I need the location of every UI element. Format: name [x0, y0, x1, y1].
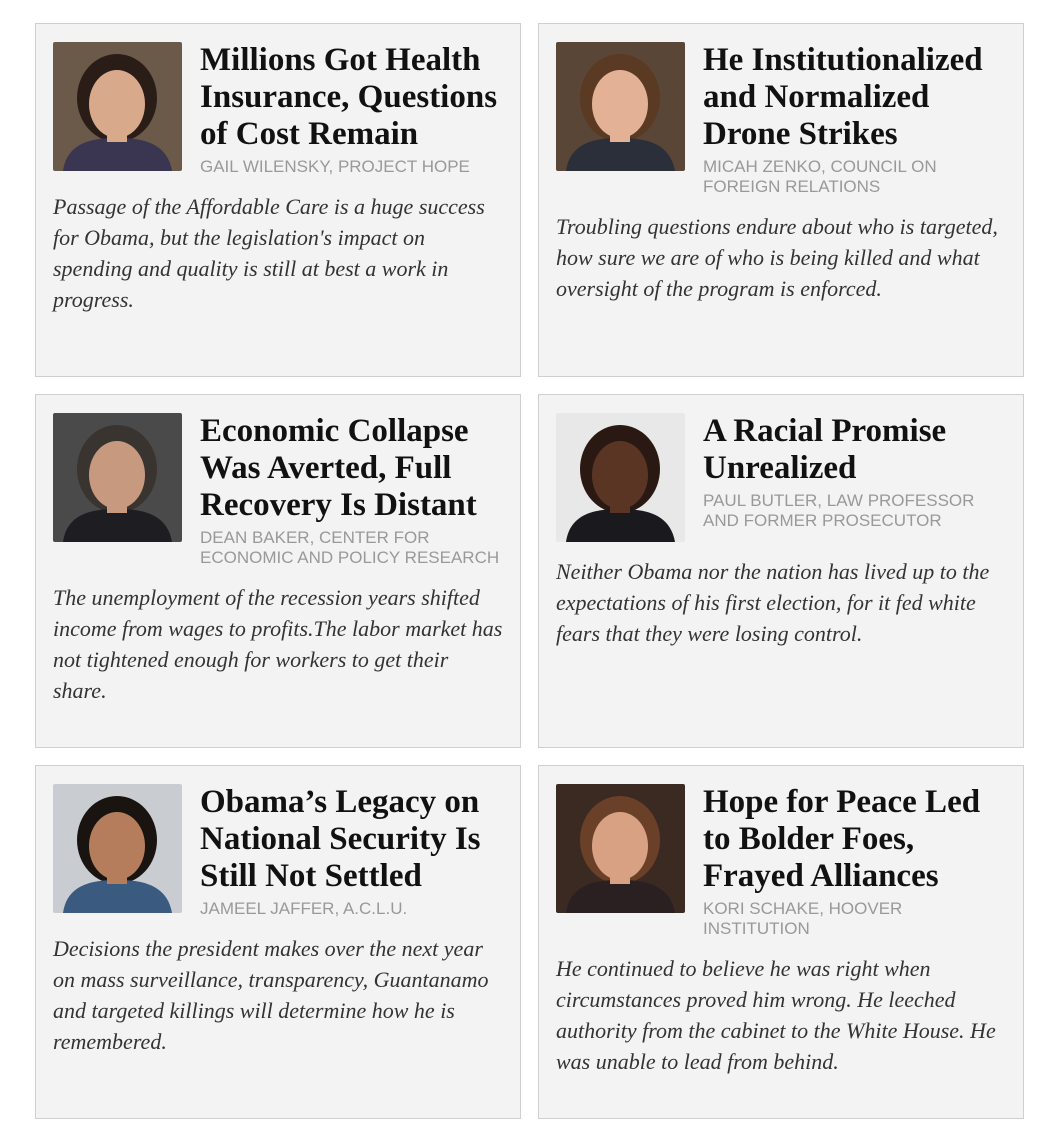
author-portrait-icon [53, 784, 182, 913]
article-card [35, 765, 521, 1119]
article-summary: Decisions the president makes over the next year on mass surveillance, transparency, Guantanamo and targeted killings will determine how he is remembered. [53, 936, 489, 1054]
author-portrait-icon [556, 42, 685, 171]
author-byline: MICAH ZENKO, COUNCIL ON FOREIGN RELATIONS [703, 157, 937, 196]
article-card [35, 23, 521, 377]
author-portrait-icon [556, 413, 685, 542]
card-heading [703, 413, 1006, 531]
card-header [556, 42, 1006, 197]
article-title-link[interactable]: Economic Collapse Was Averted, Full Recovery Is Distant [200, 413, 477, 523]
card-header [556, 784, 1006, 939]
article-title-link[interactable]: He Institutionalized and Normalized Drone Strikes [703, 42, 983, 152]
card-heading [703, 42, 1006, 197]
card-heading [200, 42, 503, 177]
article-grid [35, 23, 1024, 1119]
article-summary: Passage of the Affordable Care is a huge success for Obama, but the legislation's impact on spending and quality is still at best a work in progress. [53, 194, 485, 312]
author-photo[interactable] [53, 413, 182, 542]
author-byline: PAUL BUTLER, LAW PROFESSOR AND FORMER PROSECUTOR [703, 491, 975, 530]
card-header [53, 413, 503, 568]
article-card [538, 765, 1024, 1119]
card-header [556, 413, 1006, 542]
article-title-link[interactable]: A Racial Promise Unrealized [703, 413, 947, 486]
author-photo[interactable] [556, 42, 685, 171]
author-photo[interactable] [556, 413, 685, 542]
card-header [53, 42, 503, 177]
author-photo[interactable] [53, 784, 182, 913]
article-card [538, 394, 1024, 748]
article-title-link[interactable]: Obama’s Legacy on National Security Is Still Not Settled [200, 784, 481, 894]
card-heading [200, 784, 503, 919]
card-heading [703, 784, 1006, 939]
author-portrait-icon [53, 42, 182, 171]
author-byline: GAIL WILENSKY, PROJECT HOPE [200, 157, 470, 176]
article-summary: Neither Obama nor the nation has lived up to the expectations of his first election, for it fed white fears that they were losing control. [556, 559, 990, 646]
author-portrait-icon [53, 413, 182, 542]
article-summary: Troubling questions endure about who is targeted, how sure we are of who is being killed and what oversight of the program is enforced. [556, 214, 998, 301]
author-byline: JAMEEL JAFFER, A.C.L.U. [200, 899, 408, 918]
author-portrait-icon [556, 784, 685, 913]
article-summary: He continued to believe he was right when circumstances proved him wrong. He leeched authority from the cabinet to the White House. He was unable to lead from behind. [556, 956, 996, 1074]
article-card [538, 23, 1024, 377]
article-title-link[interactable]: Hope for Peace Led to Bolder Foes, Frayed Alliances [703, 784, 981, 894]
author-byline: KORI SCHAKE, HOOVER INSTITUTION [703, 899, 903, 938]
card-heading [200, 413, 503, 568]
article-title-link[interactable]: Millions Got Health Insurance, Questions of Cost Remain [200, 42, 498, 152]
card-header [53, 784, 503, 919]
author-photo[interactable] [556, 784, 685, 913]
article-card [35, 394, 521, 748]
author-byline: DEAN BAKER, CENTER FOR ECONOMIC AND POLICY RESEARCH [200, 528, 500, 567]
author-photo[interactable] [53, 42, 182, 171]
article-summary: The unemployment of the recession years shifted income from wages to profits.The labor market has not tightened enough for workers to get their share. [53, 585, 503, 703]
